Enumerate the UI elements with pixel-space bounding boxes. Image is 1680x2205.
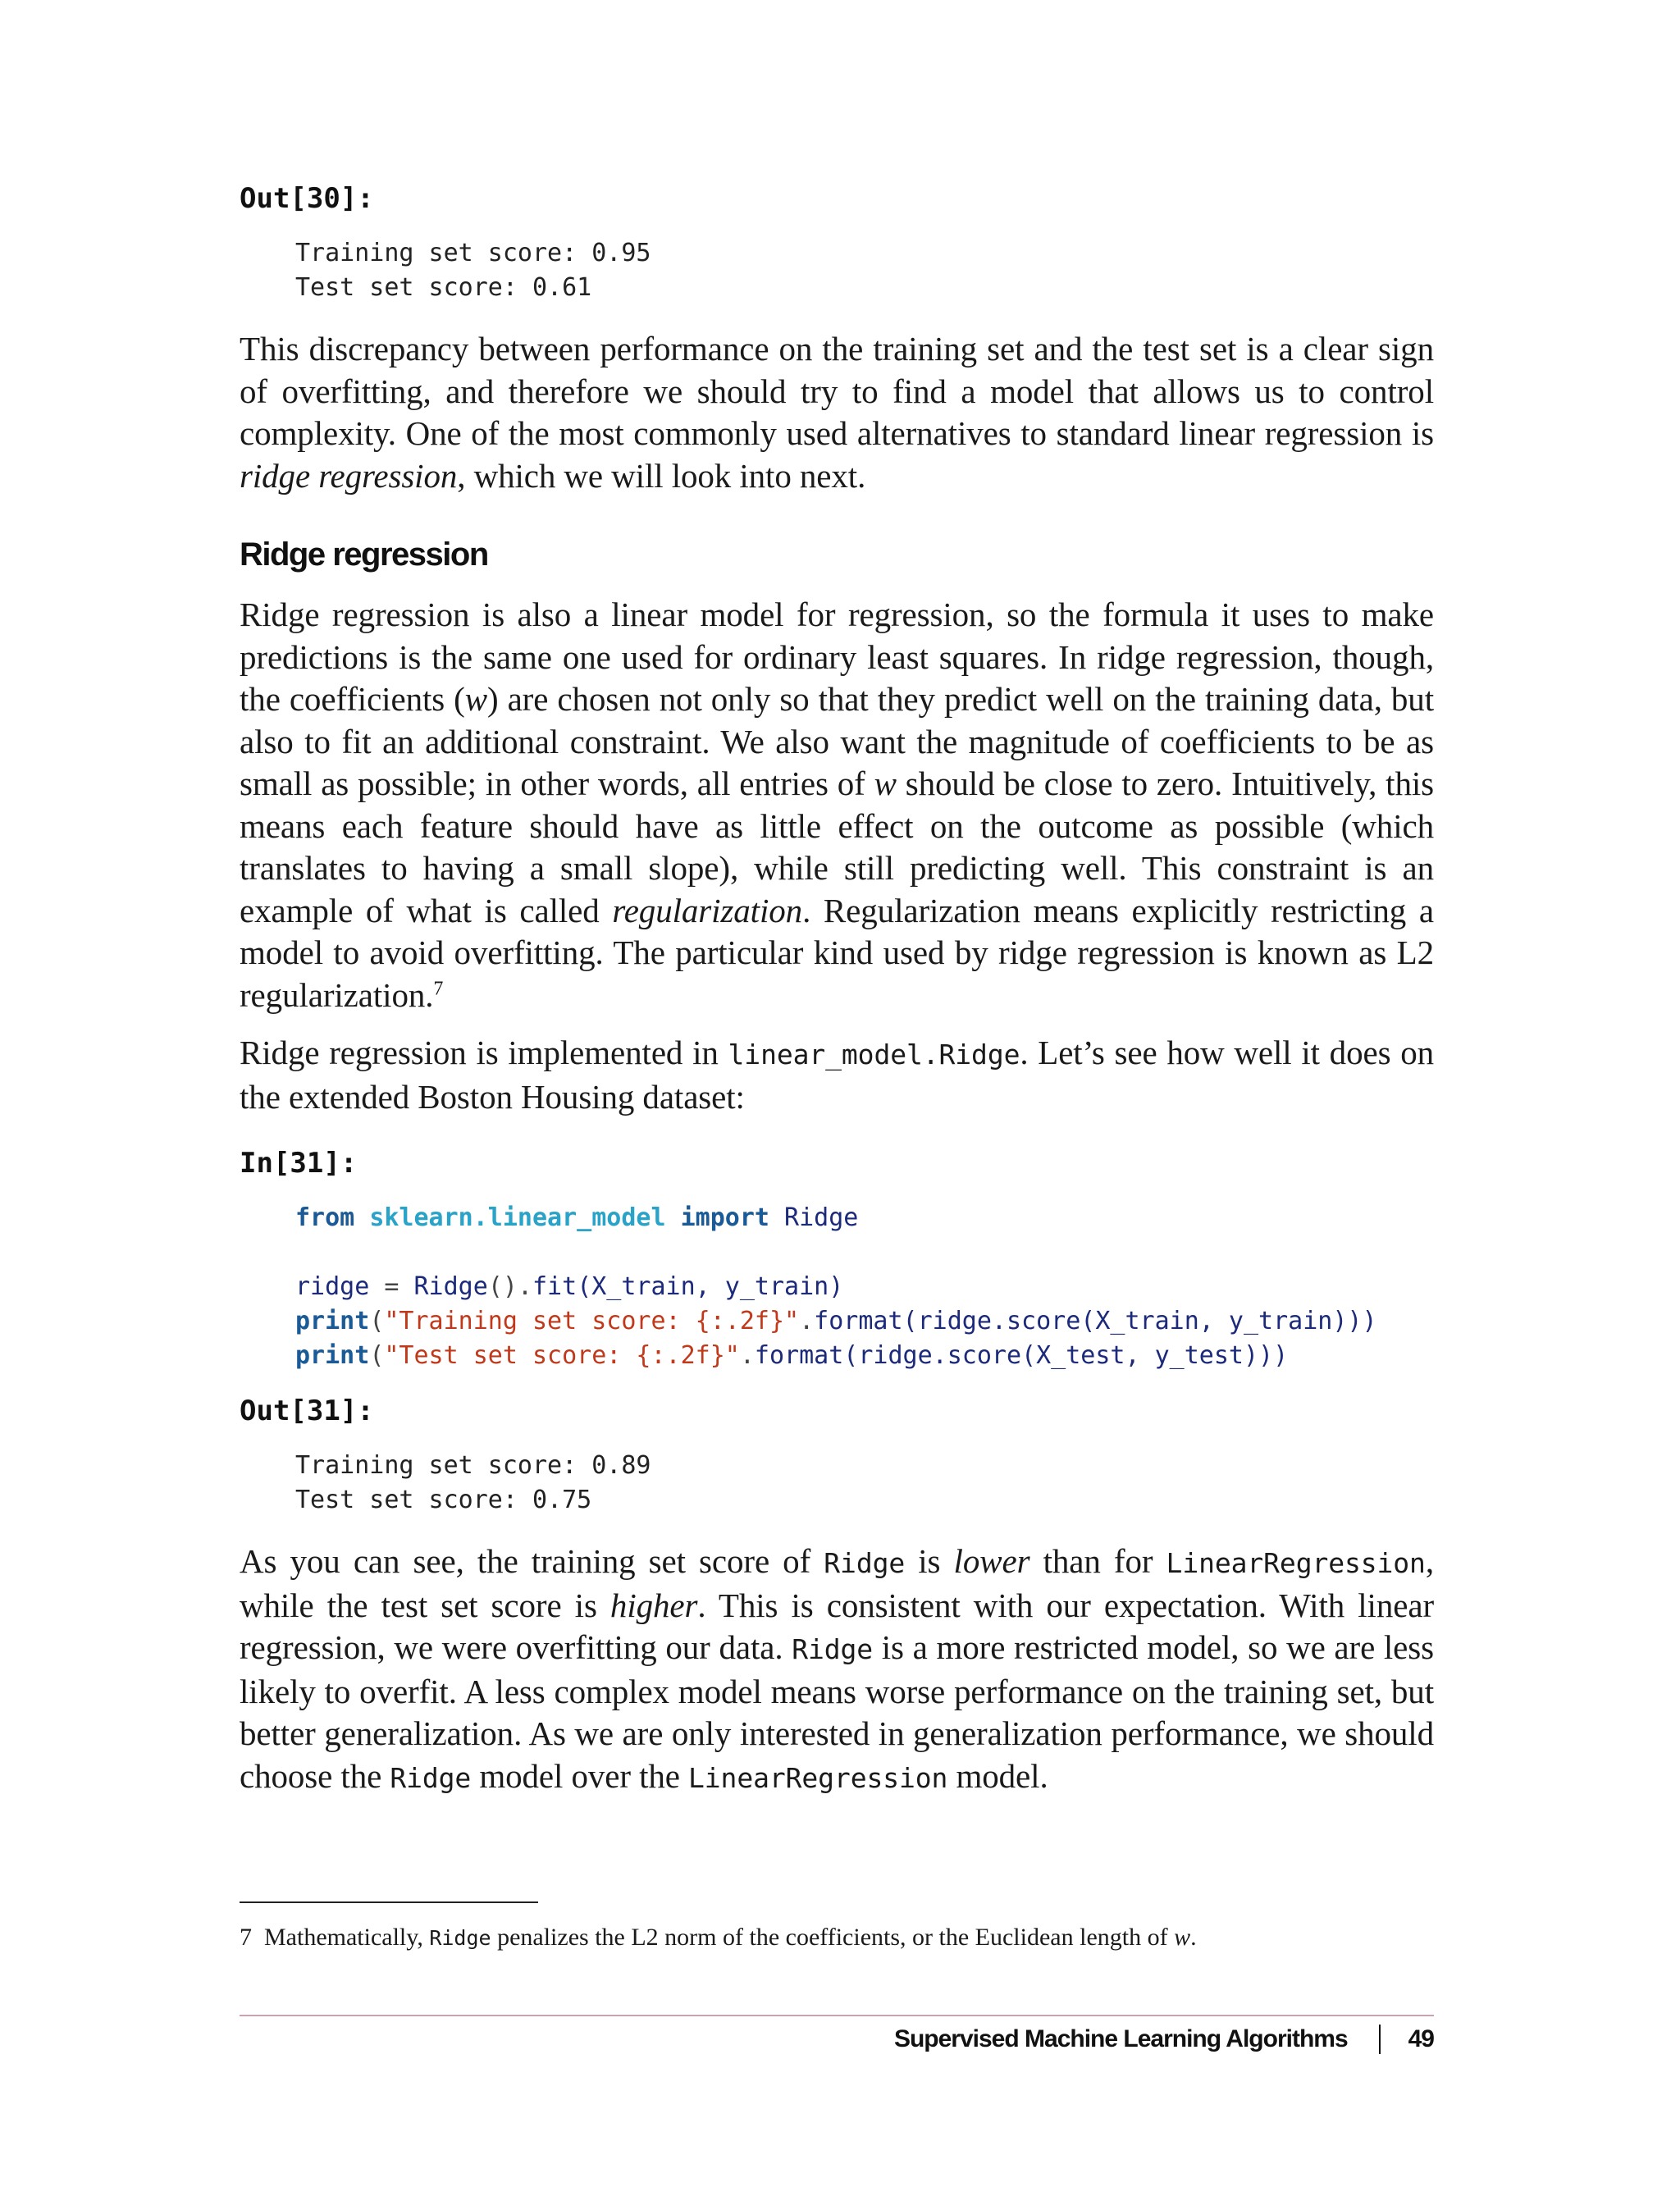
paragraph xyxy=(240,1541,1434,1799)
string-literal: "Training set score: {:.2f}" xyxy=(384,1307,800,1335)
output-prompt: Out[31]: xyxy=(240,1395,374,1427)
emphasis: regularization xyxy=(612,891,803,929)
text: is a more restricted model, so we are less likely to overfit. A less complex model means worse performance on the training set, but better generalization. As we are only interested in generalization performance, we should choose the xyxy=(240,1628,1434,1795)
text: model. xyxy=(947,1756,1048,1795)
punctuation: . xyxy=(799,1307,815,1335)
text: model over the xyxy=(471,1756,689,1795)
arguments: (X_train, y_train) xyxy=(577,1272,844,1301)
keyword: print xyxy=(295,1341,370,1370)
emphasis: lower xyxy=(953,1542,1030,1580)
arguments: (ridge.score(X_test, y_test))) xyxy=(843,1341,1289,1370)
text: than for xyxy=(1029,1542,1166,1580)
output-block xyxy=(295,1449,1434,1518)
code-line xyxy=(295,1270,1434,1304)
text: is xyxy=(905,1542,954,1580)
text: . Regularization means explicitly restricting a model to avoid overfitting. The particular kind used by ridge regression is known as L2 regularization. xyxy=(240,891,1434,1014)
footnote xyxy=(240,1921,1434,1955)
chapter-title: Supervised Machine Learning Algorithms xyxy=(893,2025,1348,2052)
emphasis: w xyxy=(874,765,897,802)
inline-code: Ridge xyxy=(824,1547,906,1579)
keyword: print xyxy=(295,1307,370,1335)
punctuation: ( xyxy=(369,1307,385,1335)
footer-divider xyxy=(240,2015,1434,2016)
emphasis: w xyxy=(464,680,487,718)
text: ) are chosen not only so that they predict well on the training data, but also to fit an additional constraint. We also want the magnitude of coefficients to be as small as possible; in other words, all entries of xyxy=(240,680,1434,802)
inline-code: Ridge xyxy=(792,1633,874,1665)
text: Ridge regression is implemented in xyxy=(240,1034,728,1071)
output-prompt: Out[30]: xyxy=(240,182,374,215)
input-cell-31 xyxy=(240,1147,1434,1373)
output-line: Training set score: 0.89 xyxy=(295,1451,651,1480)
section-title: Ridge regression xyxy=(240,536,488,573)
inline-code: linear_model.Ridge xyxy=(728,1039,1020,1071)
paragraph xyxy=(240,328,1434,497)
identifier: Ridge xyxy=(413,1272,488,1301)
identifier: fit xyxy=(532,1272,578,1301)
code-block xyxy=(295,1201,1434,1373)
text: . This is consistent with our expectation. With linear regression, we were overfitting our data. xyxy=(240,1586,1434,1666)
output-cell-30 xyxy=(240,182,1434,305)
string-literal: "Test set score: {:.2f}" xyxy=(384,1341,740,1370)
code-line xyxy=(295,1201,1434,1235)
identifier: format xyxy=(754,1341,844,1370)
operator: = xyxy=(369,1272,414,1301)
page-number: 49 xyxy=(1408,2025,1434,2052)
text: should be close to zero. Intuitively, this means each feature should have as little effect on the outcome as possible (which translates to having a small slope), while still predicting well. This constraint is an example of what is called xyxy=(240,765,1434,929)
text: This discrepancy between performance on the training set and the test set is a clear sign of overfitting, and therefore we should try to find a model that allows us to control complexity. One of the most commonly used alternatives to standard linear regression is xyxy=(240,330,1434,452)
footer-separator xyxy=(1379,2025,1381,2054)
footnote-divider xyxy=(240,1901,538,1903)
text: , while the test set score is xyxy=(240,1542,1434,1624)
paragraph xyxy=(240,594,1434,1016)
footnote-number: 7 xyxy=(240,1924,252,1951)
inline-code: Ridge xyxy=(429,1926,491,1950)
paragraph xyxy=(240,1032,1434,1118)
punctuation: . xyxy=(739,1341,755,1370)
emphasis: ridge regression xyxy=(240,456,458,495)
arguments: (ridge.score(X_train, y_train))) xyxy=(902,1307,1377,1335)
identifier: Ridge xyxy=(784,1203,859,1232)
code-line xyxy=(295,1304,1434,1339)
code-line-blank xyxy=(295,1235,1434,1270)
output-line: Training set score: 0.95 xyxy=(295,239,651,267)
keyword: import xyxy=(680,1203,769,1232)
output-line: Test set score: 0.61 xyxy=(295,273,592,302)
running-footer xyxy=(894,2025,1434,2054)
code-line xyxy=(295,1339,1434,1373)
inline-code: Ridge xyxy=(390,1761,472,1794)
text: . Let’s see how well it does on the extended Boston Housing dataset: xyxy=(240,1034,1434,1116)
section-header xyxy=(240,536,1434,573)
emphasis: w xyxy=(1174,1924,1191,1951)
text: Mathematically, xyxy=(264,1924,430,1951)
keyword: from xyxy=(295,1203,355,1232)
output-block xyxy=(295,236,1434,305)
identifier: format xyxy=(814,1307,903,1335)
text: As you can see, the training set score of xyxy=(240,1542,824,1580)
output-line: Test set score: 0.75 xyxy=(295,1486,592,1514)
module-name: sklearn.linear_model xyxy=(369,1203,666,1232)
text: penalizes the L2 norm of the coefficients, or the Euclidean length of xyxy=(491,1924,1175,1951)
output-cell-31 xyxy=(240,1395,1434,1518)
punctuation: ( xyxy=(369,1341,385,1370)
emphasis: higher xyxy=(609,1586,698,1624)
text: Ridge regression is also a linear model for regression, so the formula it uses to make predictions is the same one used for ordinary least squares. In ridge regression, though, the coefficients ( xyxy=(240,596,1434,718)
text: . xyxy=(1190,1924,1197,1951)
inline-code: LinearRegression xyxy=(688,1761,948,1794)
inline-code: LinearRegression xyxy=(1166,1547,1426,1579)
punctuation: . xyxy=(517,1272,532,1301)
punctuation: () xyxy=(487,1272,518,1301)
footnote-reference[interactable]: 7 xyxy=(433,977,444,999)
input-prompt: In[31]: xyxy=(240,1147,358,1180)
text: , which we will look into next. xyxy=(457,456,866,495)
identifier: ridge xyxy=(295,1272,370,1301)
